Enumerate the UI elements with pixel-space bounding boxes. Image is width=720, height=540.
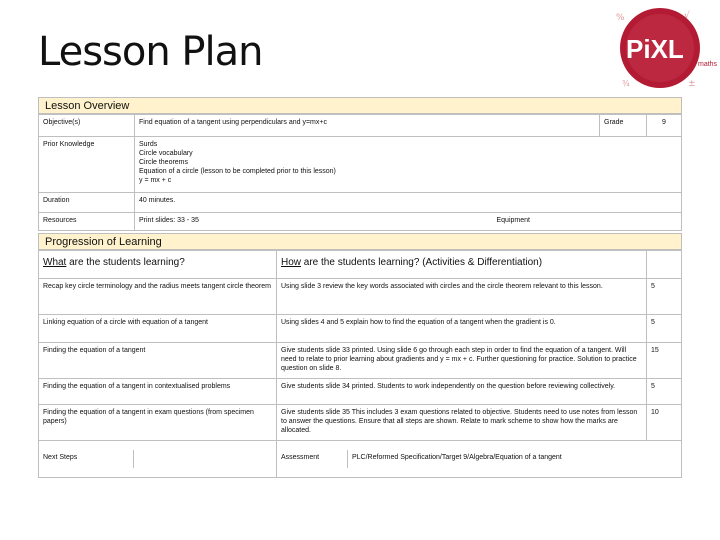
lesson-overview-heading: Lesson Overview: [38, 97, 682, 114]
what-cell: Finding the equation of a tangent in exam questions (from specimen papers): [39, 405, 277, 441]
lesson-overview-table: [38, 114, 682, 231]
grade-value: 9: [647, 115, 682, 137]
duration-label: Duration: [39, 193, 135, 213]
next-steps-value: [134, 450, 277, 468]
resources-value: Print slides: 33 - 35: [139, 217, 199, 224]
svg-text:PiXL: PiXL: [626, 34, 684, 64]
pixl-maths-logo: [602, 2, 720, 96]
minutes-cell: 5: [647, 315, 682, 343]
table-row: [39, 343, 682, 379]
next-steps-label: Next Steps: [39, 450, 134, 468]
objectives-label: Objective(s): [39, 115, 135, 137]
assessment-label: Assessment: [277, 450, 348, 468]
how-cell: Give students slide 34 printed. Students to work independently on the question before reviewing collectively.: [277, 379, 647, 405]
resources-row: [39, 213, 682, 231]
how-cell: Give students slide 33 printed. Using slide 6 go through each step in order to find the equation of a tangent. Will need to relate to prior learning about gradients and y = mx + c. Further questioning for practice. Solution to practice question on slide 8.: [277, 343, 647, 379]
what-rest: are the students learning?: [66, 257, 185, 268]
grade-label: Grade: [600, 115, 647, 137]
page-title: Lesson Plan: [38, 29, 263, 75]
table-row: [39, 379, 682, 405]
what-cell: Linking equation of a circle with equation of a tangent: [39, 315, 277, 343]
equipment-label: Equipment: [496, 217, 530, 224]
minutes-cell: 5: [647, 379, 682, 405]
table-row: [39, 405, 682, 441]
plc-value: PLC/Reformed Specification/Target 9/Algebra/Equation of a tangent: [352, 454, 562, 461]
progression-table: [38, 250, 682, 478]
progression-heading: Progression of Learning: [38, 233, 682, 250]
how-cell: Give students slide 35 This includes 3 exam questions related to objective. Students need to use notes from lesson to answer the questions. Ensure that all steps are shown. Relate to mark scheme to show how the marks are allocated.: [277, 405, 647, 441]
minutes-header: [647, 251, 682, 279]
svg-text:¾: ¾: [622, 79, 630, 88]
minutes-cell: 10: [647, 405, 682, 441]
objectives-row: [39, 115, 682, 137]
how-cell: Using slide 3 review the key words associated with circles and the circle theorem relevant to this lesson.: [277, 279, 647, 315]
prior-knowledge-value: Surds Circle vocabulary Circle theorems Equation of a circle (lesson to be completed prior to this lesson) y = mx + c: [135, 137, 682, 193]
duration-value: 40 minutes.: [135, 193, 682, 213]
what-cell: Finding the equation of a tangent: [39, 343, 277, 379]
minutes-cell: 5: [647, 279, 682, 315]
svg-text:√: √: [684, 11, 690, 21]
svg-text:%: %: [616, 13, 625, 23]
table-row: [39, 315, 682, 343]
resources-label: Resources: [39, 213, 135, 231]
prior-knowledge-label: Prior Knowledge: [39, 137, 135, 193]
objectives-value: Find equation of a tangent using perpendiculars and y=mx+c: [135, 115, 600, 137]
how-cell: Using slides 4 and 5 explain how to find the equation of a tangent when the gradient is 0.: [277, 315, 647, 343]
next-steps-row: [39, 441, 682, 478]
resources-cell: [135, 213, 682, 231]
assessment-inner: [277, 450, 681, 468]
table-row: [39, 279, 682, 315]
next-steps-cell: [39, 441, 277, 478]
minutes-cell: 15: [647, 343, 682, 379]
how-rest: are the students learning? (Activities & Differentiation): [301, 257, 543, 268]
svg-text:±: ±: [688, 79, 696, 89]
how-word: How: [281, 257, 302, 268]
assessment-cell: [277, 441, 682, 478]
what-header: [39, 251, 277, 279]
prior-knowledge-row: [39, 137, 682, 193]
next-steps-inner: [39, 450, 276, 468]
what-cell: Finding the equation of a tangent in contextualised problems: [39, 379, 277, 405]
how-header: [277, 251, 647, 279]
svg-text:maths: maths: [698, 61, 718, 68]
what-word: What: [43, 257, 67, 268]
duration-row: [39, 193, 682, 213]
what-cell: Recap key circle terminology and the radius meets tangent circle theorem: [39, 279, 277, 315]
progression-header-row: [39, 251, 682, 279]
